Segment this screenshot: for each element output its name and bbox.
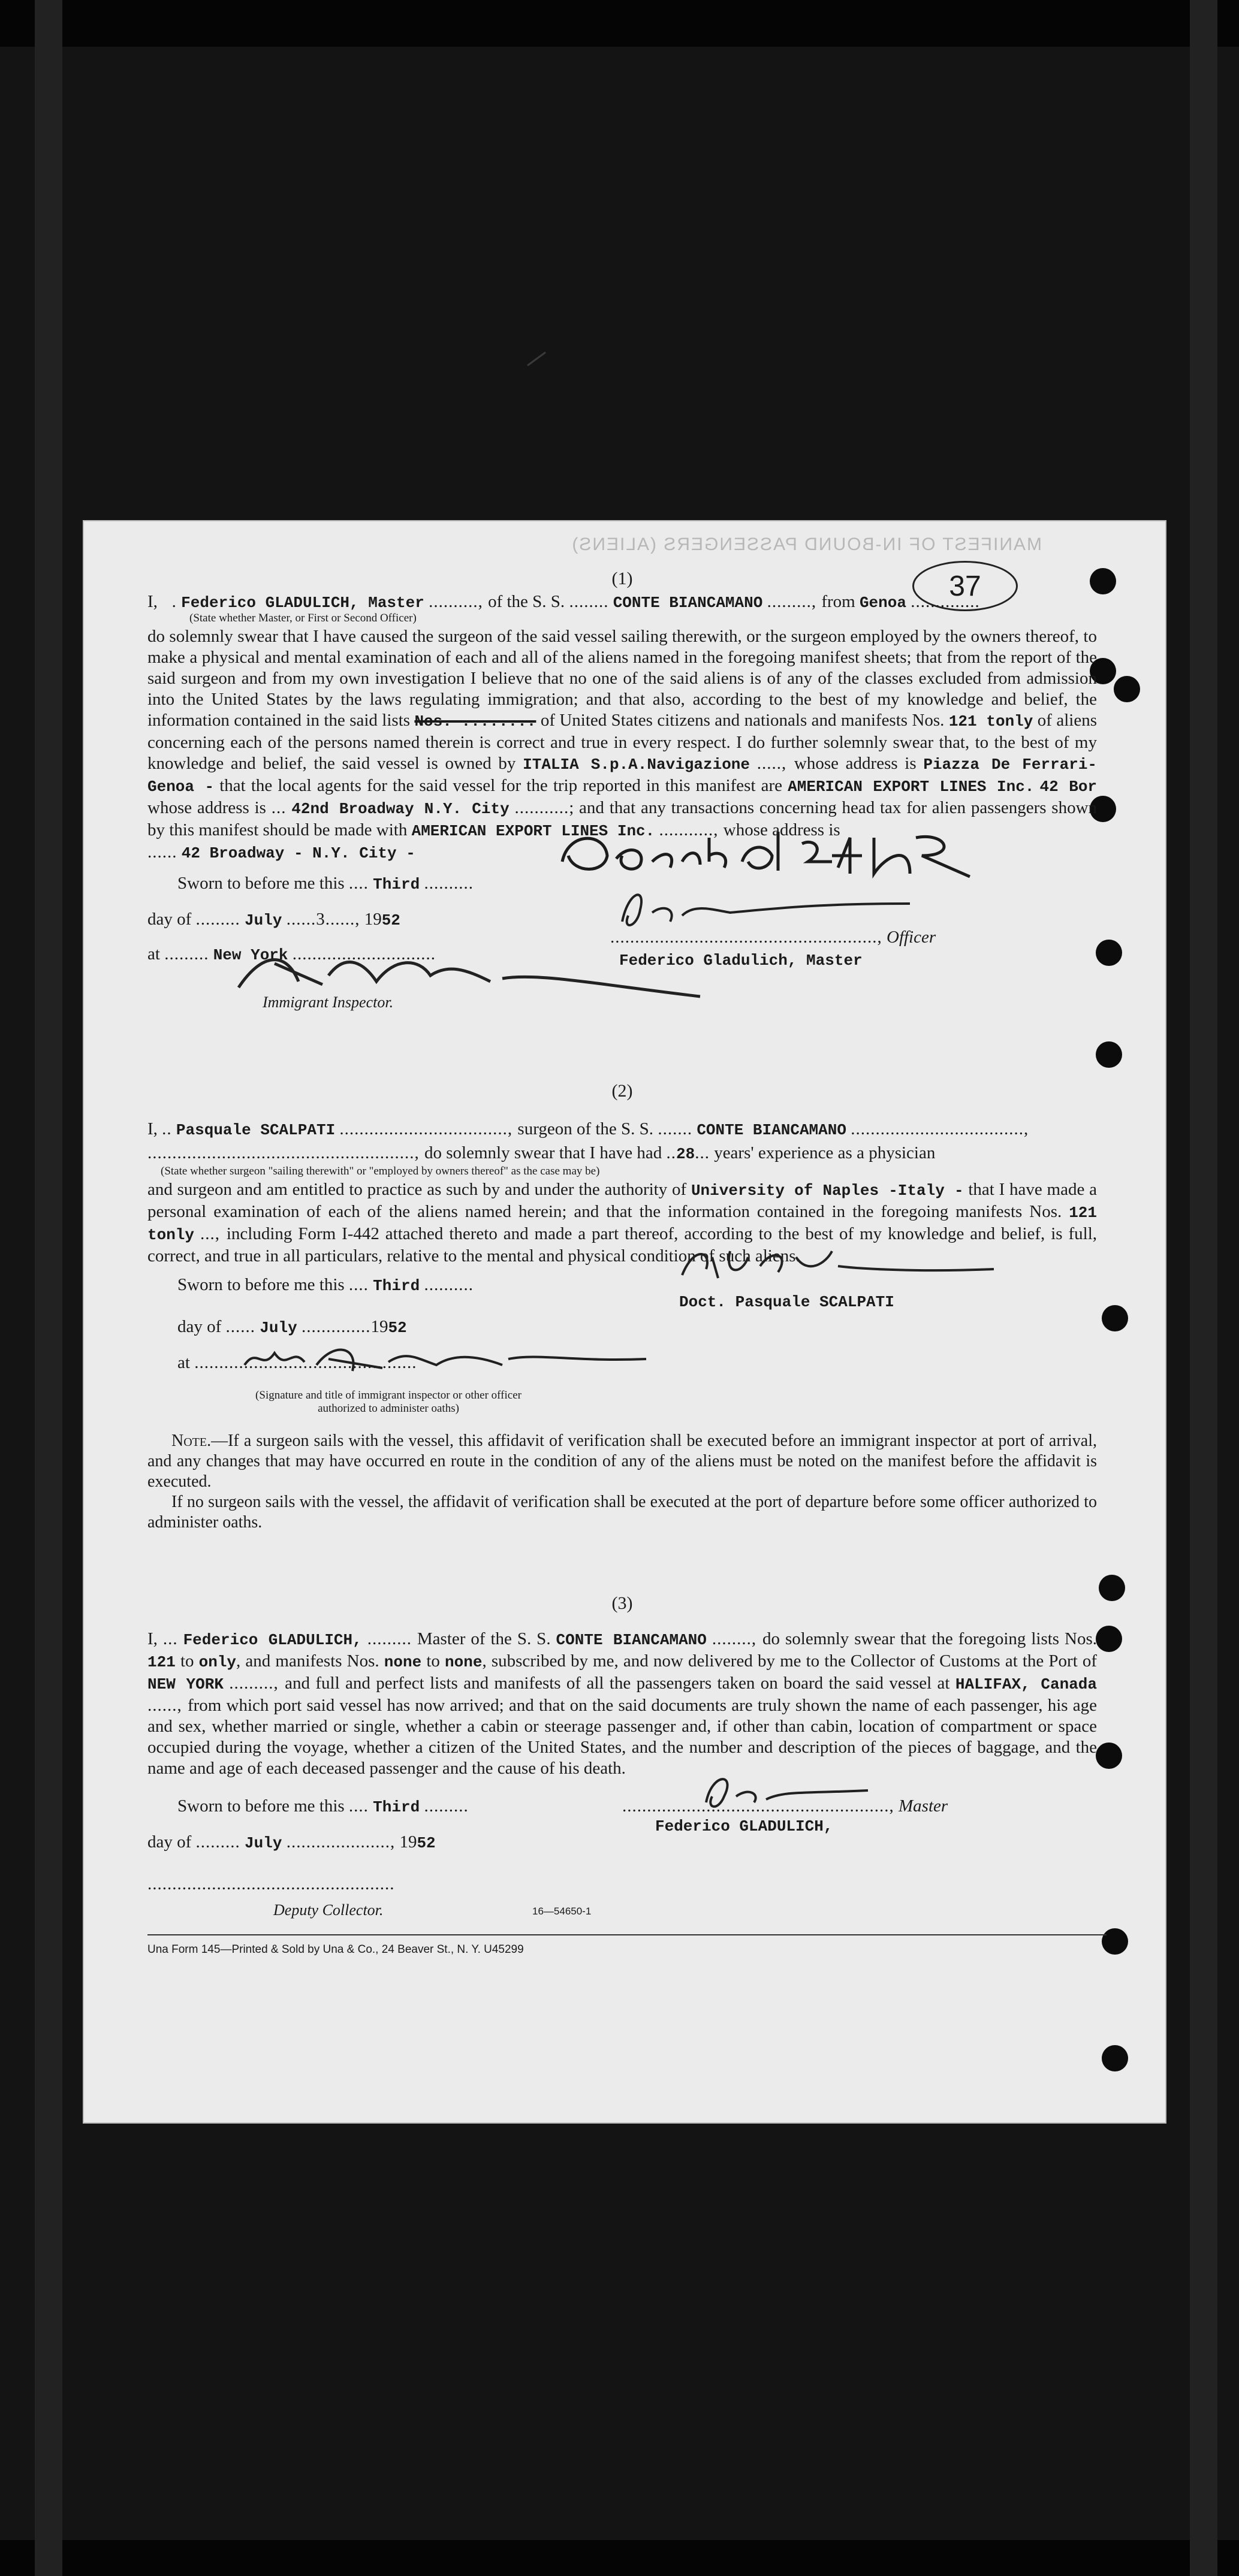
and-manifests-label: and manifests Nos. [245,1651,379,1671]
month-value: July [260,1319,297,1337]
punch-hole [1096,1743,1122,1769]
sworn-day-value: Third [373,1798,420,1816]
struck-text: Nos. ........ [414,712,536,730]
sworn-day-value: Third [373,875,420,893]
collector-line: .................................................. [147,1874,395,1894]
note-text-2: If no surgeon sails with the vessel, the affidavit of verification shall be executed at the port of departure before some officer authorized to administer oaths. [147,1493,1097,1532]
headtax-address-label: whose address is [723,820,840,839]
state-note: (State whether Master, or First or Second Officer) [189,612,417,624]
year-value: 52 [388,1319,407,1337]
agents-paragraph: that the local agents for the said vessel for the trip reported in this manifest are [219,776,783,795]
port-value: NEW YORK [147,1675,224,1693]
surgeon-line: I, .. Pasquale SCALPATI .................................., surgeon of the S. S. ....... CONTE BIANCAMANO ..................................., [147,1119,1029,1139]
from-label: from [821,592,855,611]
film-frame-top [0,0,1239,47]
punch-hole [1096,1041,1122,1068]
punch-hole [1102,1305,1128,1331]
inspector-signature-2 [239,1335,658,1383]
scan-mark [521,348,557,372]
punch-hole [1099,1575,1125,1601]
day-of-label: day of [177,1317,222,1336]
headtax-agent-value: AMERICAN EXPORT LINES Inc. [411,822,655,840]
affidavit-master-delivery-section [147,1593,1097,1614]
swear-text: do solemnly swear that I have had [424,1143,662,1162]
officer-line: ......................................................, Officer [610,928,936,947]
sworn-day-value: Third [373,1277,420,1295]
intro-label: I, [147,1119,158,1138]
agents-address-label: whose address is [147,798,266,817]
owner-value: ITALIA S.p.A.Navigazione [523,756,750,774]
delivery-text-1: and full and perfect lists and manifests of all the passengers taken on board the said vessel at [285,1674,950,1693]
delivery-text-2: from which port said vessel has now arrived; and that on the said documents are truly shown the name of each passenger, his age and sex, whether married or single, whether a cabin or steerage passenger and, if other than cabin, location of compartment or space occupied during the voyage, whether a citizen of the United States, and the number and description of the pieces of baggage, and the name and age of each deceased passenger and the cause of his death. [147,1696,1097,1778]
state-note-2: (State whether surgeon "sailing therewith" or "employed by owners thereof" as the case may be) [161,1165,600,1177]
swear-text-3: do solemnly swear that the foregoing lists Nos. [762,1629,1098,1648]
month-value: July [245,1834,282,1852]
page-number: 37 [949,570,981,602]
years-text: years' experience as a physician [714,1143,936,1162]
sworn-place-line-1: at ......... New York ............................. [147,944,436,964]
docked-handwriting [550,820,982,886]
year-value: 52 [381,911,400,929]
sworn-place-line-2: at ............................................. [177,1353,417,1372]
at-label: at [147,944,160,964]
signature-caption: (Signature and title of immigrant inspector or other officer authorized to administer oaths) [255,1389,521,1415]
punch-hole [1102,2045,1128,2071]
affidavit-master-section: (1) I, . Federico GLADULICH, Master .........., of the S. S. ........ CONTE BIANCAMANO ........., from Genoa .............. (State whether Master, or First or Second Officer) do solemnly swear that I have caused the surgeon of the said vessel sailing therewith, or the surgeon employed by the owners thereof, to make a physical and mental examination of each and all of the aliens named in the foregoing manifest sheets; that from the report of the said surgeon and from my own investigation I believe that no one of the said aliens is of any of the classes excluded from admission into the United States by the laws regulating immigration; and that also, according to the best of my knowledge and belief, the information contained in the said lists Nos. ........ of United States citizens and nationals and manifests Nos. 121 tonly of aliens concerning each of the persons named therein is correct and true in every respect. I do further solemnly swear that, to the best of my knowledge and belief, the said vessel is owned by ITALIA S.p.A.Navigazione ....., whose address is Piazza De Ferrari-Genoa - that the local agents for the said vessel for the trip reported in this manifest are AMERICAN EXPORT LINES Inc. 42 Bor whose address is ... 42nd Broadway N.Y. City ...........; and that any transactions concerning head tax for alien passengers shown by this manifest should be made with AMERICAN EXPORT LINES Inc. ..........., whose address is ...... 42 Broadway - N.Y. City - [147,569,1098,862]
to-label: to [180,1651,194,1671]
punch-hole [1096,940,1122,966]
master-signer-name-3: Federico GLADULICH, [655,1817,833,1835]
document-page [83,520,1166,2124]
agents-address-value: 42nd Broadway N.Y. City [291,800,510,818]
to-label: to [426,1651,440,1671]
of-ss-label: of the S. S. [488,592,565,611]
years-value: 28 [676,1145,695,1163]
day-of-label: day of [147,910,192,929]
affidavit-surgeon-section [147,1080,1097,1101]
owner-address-label: whose address is [794,754,917,773]
footer-rule [147,1934,1107,1935]
manifests-nos-value: none [384,1653,422,1671]
lists-nos-value: 121 [147,1653,176,1671]
master-line-3: ......................................................, Master [622,1796,948,1816]
surgeon-oath-text-2: including Form I-442 attached thereto and made a part thereof, according to the best of my knowledge and belief, is full, correct, and true in all particulars, relative to the mental and physical condition of such aliens. [147,1224,1098,1266]
section-number: (2) [611,1081,633,1101]
taken-at-value: HALIFAX, Canada [955,1675,1098,1693]
year-prefix: 19 [364,910,382,929]
section-number: (1) [611,569,633,588]
month-value: July [245,911,282,929]
surgeon-signer-name: Doct. Pasquale SCALPATI [679,1293,894,1311]
intro-label: I, [147,1629,158,1648]
note-label: Note. [171,1432,212,1450]
agents-extra-value: 42 Bor [1039,778,1098,796]
surgeon-paragraph: and surgeon and am entitled to practice as such by and under the authority of University of Naples -Italy - that I have made a personal examination of each of the aliens named herein; and that the information contained in the foregoing manifests Nos. 121 tonly ..., including Form I-442 attached thereto and made a part thereof, according to the best of my knowledge and belief, is full, correct, and true in all particulars, relative to the mental and physical condition of such aliens. [147,1180,1098,1266]
at-label: at [177,1353,190,1372]
form-number: 16—54650-1 [532,1905,592,1917]
sworn-line-3: Sworn to before me this .... Third ......... [177,1796,469,1816]
intro-label: I, [147,592,158,611]
surgeon-nos-value: 121 tonly [147,1204,1098,1244]
printer-footer: Una Form 145—Printed & Sold by Una & Co., 24 Beaver St., N. Y. U45299 [147,1943,524,1956]
delivery-paragraph: I, ... Federico GLADULICH, ......... Master of the S. S. CONTE BIANCAMANO ........, do solemnly swear that the foregoing lists Nos. 121 to only, and manifests Nos. none to none, subscribed by me, and now delivered by me to the Collector of Customs at the Port of NEW YORK ........., and full and perfect lists and manifests of all the passengers taken on board the said vessel at HALIFAX, Canada ......, from which port said vessel has now arrived; and that on the said documents are truly shown the name of each passenger, his age and sex, whether married or single, whether a cabin or steerage passenger and, if other than cabin, location of compartment or space occupied during the voyage, whether a citizen of the United States, and the number and description of the pieces of baggage, and the name and age of each deceased passenger and the cause of his death. [147,1629,1098,1778]
day-of-label: day of [147,1832,192,1852]
port-from-value: Genoa [859,594,906,612]
surgeon-signature [670,1239,1006,1287]
swear-line: ......................................................, do solemnly swear that I have had ..28... years' experience as a physician [147,1143,936,1163]
manifest-nos-value: 121 tonly [948,712,1033,730]
vessel-name-value-3: CONTE BIANCAMANO [556,1631,707,1649]
authority-text: and surgeon and am entitled to practice as such by and under the authority of [147,1180,687,1199]
oath-paragraph: do solemnly swear that I have caused the surgeon of the said vessel sailing therewith, or the surgeon employed by the owners thereof, to make a physical and mental examination of each and all of the aliens named in the foregoing manifest sheets; that from the report of the said surgeon and from my own investigation I believe that no one of the said aliens is of any of the classes excluded from admission into the United States by the laws regulating immigration; and that also, according to the best of my knowledge and belief, the information contained in the said lists [147,627,1097,730]
owner-address-value: Piazza De Ferrari-Genoa - [147,756,1098,796]
punch-hole [1114,676,1140,702]
surgeon-oath-text: that I have made a personal examination of each of the aliens named herein; and that the information contained in the foregoing manifests Nos. [147,1180,1098,1221]
surgeon-name-value: Pasquale SCALPATI [176,1121,336,1139]
vessel-name-value-2: CONTE BIANCAMANO [697,1121,846,1139]
sworn-line-1: Sworn to before me this .... Third .......... [177,874,474,893]
subscribed-text: subscribed by me, and now delivered by me to the Collector of Customs at the Port of [491,1651,1098,1671]
year-prefix: 19 [370,1317,388,1336]
sworn-label: Sworn to before me this [177,1275,345,1294]
master-name-value-3: Federico GLADULICH, [183,1631,362,1649]
place-value: New York [213,946,288,964]
collector-label: Deputy Collector. [273,1901,384,1919]
authority-value: University of Naples -Italy - [691,1182,964,1200]
year-prefix: 19 [399,1832,417,1852]
lists-only-value: only [198,1653,237,1671]
surgeon-of-label: surgeon of the S. S. [517,1119,654,1138]
headtax-paragraph: ; and that any transactions concerning head tax for alien passengers shown by this manifest should be made with [147,798,1098,839]
officer-label: Officer [887,928,936,947]
sworn-line-2: Sworn to before me this .... Third .......... [177,1275,474,1295]
film-edge-right [1190,0,1217,2576]
inspector-signature-1 [227,940,718,1005]
film-edge-left [35,0,62,2576]
oath-paragraph-owner: of aliens concerning each of the persons named therein is correct and true in every respect. I do further solemnly swear that, to the best of my knowledge and belief, the said vessel is owned by [147,711,1097,773]
punch-hole [1096,1626,1122,1652]
sworn-date-line-2: day of ...... July ..............1952 [177,1317,407,1337]
inspector-label: Immigrant Inspector. [263,993,394,1011]
headtax-address-value: 42 Broadway - N.Y. City - [181,844,415,862]
vessel-name-value: CONTE BIANCAMANO [613,594,763,612]
master-signature-1 [610,880,922,934]
sworn-date-line-3: day of ......... July ....................., 1952 [147,1832,436,1852]
punch-hole [1102,1928,1128,1955]
sworn-label: Sworn to before me this [177,1796,345,1816]
section-number: (3) [611,1593,633,1613]
manifests-to-value: none [445,1653,483,1671]
master-signer-name: Federico Gladulich, Master [619,952,863,970]
sworn-label: Sworn to before me this [177,874,345,893]
agents-value: AMERICAN EXPORT LINES Inc. [788,778,1035,796]
oath-paragraph-cont: of United States citizens and nationals and manifests Nos. [540,711,945,730]
film-frame-bottom [0,2540,1239,2576]
master-of-label: Master of the S. S. [417,1629,551,1648]
note-block [147,1431,1097,1533]
sworn-date-line-1: day of ......... July ......3......, 1952 [147,910,400,929]
master-label: Master [899,1796,948,1816]
year-value: 52 [417,1834,436,1852]
master-name-value: Federico GLADULICH, Master [181,594,424,612]
bleed-through-line: MANIFEST OF IN-BOUND PASSENGERS (ALIENS) [571,534,1042,554]
note-text-1: —If a surgeon sails with the vessel, this affidavit of verification shall be executed before an immigrant inspector at port of arrival, and any changes that may have occurred en route in the condition of any of the aliens must be noted on the manifest before the affidavit is executed. [147,1432,1097,1491]
